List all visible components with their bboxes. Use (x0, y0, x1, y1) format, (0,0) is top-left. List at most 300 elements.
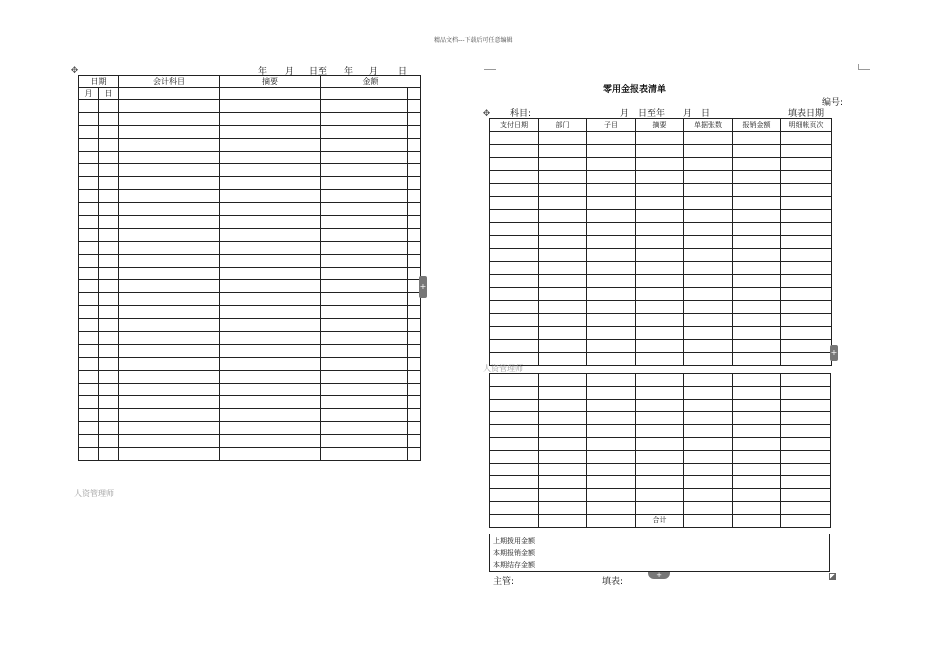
table-cell[interactable] (587, 340, 636, 353)
table-cell[interactable] (220, 241, 321, 254)
table-cell[interactable] (119, 254, 220, 267)
table-cell[interactable] (321, 228, 408, 241)
table-cell[interactable] (539, 210, 587, 223)
table-cell[interactable] (321, 241, 408, 254)
table-cell[interactable] (684, 399, 733, 412)
table-cell[interactable] (539, 132, 587, 145)
table-cell[interactable] (99, 357, 119, 370)
table-cell[interactable] (99, 216, 119, 229)
table-cell[interactable] (408, 125, 421, 138)
table-cell[interactable] (636, 412, 684, 425)
table-cell[interactable] (220, 448, 321, 461)
table-cell[interactable] (636, 476, 684, 489)
table-cell[interactable] (539, 223, 587, 236)
table-cell[interactable] (79, 396, 99, 409)
table-cell[interactable] (408, 112, 421, 125)
table-cell[interactable] (587, 288, 636, 301)
table-cell[interactable] (119, 280, 220, 293)
table-cell[interactable] (684, 145, 733, 158)
table-cell[interactable] (587, 314, 636, 327)
table-cell[interactable] (490, 327, 539, 340)
table-cell[interactable] (733, 399, 781, 412)
table-cell[interactable] (321, 138, 408, 151)
table-cell[interactable] (321, 293, 408, 306)
table-cell[interactable] (490, 158, 539, 171)
table-cell[interactable] (99, 138, 119, 151)
table-cell[interactable] (490, 145, 539, 158)
table-cell[interactable] (684, 437, 733, 450)
table-cell[interactable] (321, 409, 408, 422)
table-cell[interactable] (684, 288, 733, 301)
table-cell[interactable] (684, 249, 733, 262)
table-cell[interactable] (684, 450, 733, 463)
table-cell[interactable] (781, 340, 832, 353)
table-cell[interactable] (321, 267, 408, 280)
table-cell[interactable] (119, 164, 220, 177)
table-cell[interactable] (684, 132, 733, 145)
table-cell[interactable] (408, 100, 421, 113)
table-cell[interactable] (408, 151, 421, 164)
table-cell[interactable] (539, 501, 587, 514)
table-cell[interactable] (119, 370, 220, 383)
table-cell[interactable] (733, 340, 781, 353)
table-cell[interactable] (490, 197, 539, 210)
table-cell[interactable] (119, 293, 220, 306)
table-cell[interactable] (539, 450, 587, 463)
table-cell[interactable] (490, 489, 539, 502)
table-cell[interactable] (408, 203, 421, 216)
table-cell[interactable] (587, 132, 636, 145)
table-cell[interactable] (119, 267, 220, 280)
table-cell[interactable] (539, 463, 587, 476)
table-cell[interactable] (636, 374, 684, 387)
table-cell[interactable] (733, 463, 781, 476)
table-cell[interactable] (99, 332, 119, 345)
table-cell[interactable] (781, 327, 832, 340)
table-cell[interactable] (636, 262, 684, 275)
table-cell[interactable] (408, 138, 421, 151)
table-cell[interactable] (79, 190, 99, 203)
table-cell[interactable] (119, 151, 220, 164)
table-cell[interactable] (321, 112, 408, 125)
table-cell[interactable] (79, 435, 99, 448)
table-cell[interactable] (587, 386, 636, 399)
table-cell[interactable] (781, 236, 832, 249)
table-cell[interactable] (490, 399, 539, 412)
table-cell[interactable] (636, 197, 684, 210)
table-cell[interactable] (539, 489, 587, 502)
table-cell[interactable] (119, 344, 220, 357)
table-cell[interactable] (220, 112, 321, 125)
table-cell[interactable] (490, 463, 539, 476)
table-cell[interactable] (119, 112, 220, 125)
table-cell[interactable] (99, 177, 119, 190)
table-cell[interactable] (733, 210, 781, 223)
table-cell[interactable] (781, 158, 832, 171)
table-cell[interactable] (781, 145, 832, 158)
table-cell[interactable] (321, 280, 408, 293)
table-cell[interactable] (539, 386, 587, 399)
table-cell[interactable] (781, 184, 832, 197)
table-cell[interactable] (587, 463, 636, 476)
table-cell[interactable] (587, 223, 636, 236)
table-cell[interactable] (636, 425, 684, 438)
table-cell[interactable] (733, 501, 781, 514)
table-cell[interactable] (636, 236, 684, 249)
table-cell[interactable] (733, 158, 781, 171)
table-cell[interactable] (636, 489, 684, 502)
table-cell[interactable] (408, 228, 421, 241)
table-cell[interactable] (321, 164, 408, 177)
table-cell[interactable] (684, 425, 733, 438)
table-cell[interactable] (408, 216, 421, 229)
table-cell[interactable] (220, 332, 321, 345)
table-cell[interactable] (781, 463, 831, 476)
table-cell[interactable] (220, 422, 321, 435)
table-cell[interactable] (587, 412, 636, 425)
table-cell[interactable] (490, 514, 539, 527)
table-cell[interactable] (684, 171, 733, 184)
table-cell[interactable] (321, 177, 408, 190)
table-cell[interactable] (220, 88, 321, 100)
table-cell[interactable] (119, 396, 220, 409)
table-cell[interactable] (321, 344, 408, 357)
table-cell[interactable] (684, 275, 733, 288)
table-cell[interactable] (99, 203, 119, 216)
table-cell[interactable] (220, 370, 321, 383)
table-cell[interactable] (781, 437, 831, 450)
table-cell[interactable] (220, 125, 321, 138)
table-cell[interactable] (781, 501, 831, 514)
table-cell[interactable] (733, 374, 781, 387)
table-cell[interactable] (781, 301, 832, 314)
table-cell[interactable] (408, 241, 421, 254)
table-cell[interactable] (636, 463, 684, 476)
table-cell[interactable] (490, 476, 539, 489)
table-cell[interactable] (220, 280, 321, 293)
table-cell[interactable] (539, 476, 587, 489)
table-cell[interactable] (99, 100, 119, 113)
table-cell[interactable] (119, 357, 220, 370)
table-cell[interactable] (587, 184, 636, 197)
table-cell[interactable] (636, 132, 684, 145)
table-cell[interactable] (321, 100, 408, 113)
table-cell[interactable] (99, 112, 119, 125)
table-cell[interactable] (490, 184, 539, 197)
table-cell[interactable] (539, 184, 587, 197)
table-cell[interactable] (636, 501, 684, 514)
table-cell[interactable] (587, 327, 636, 340)
table-cell[interactable] (684, 374, 733, 387)
table-cell[interactable] (490, 340, 539, 353)
table-cell[interactable] (99, 383, 119, 396)
table-cell[interactable] (79, 112, 99, 125)
table-cell[interactable] (79, 125, 99, 138)
table-cell[interactable] (220, 151, 321, 164)
table-cell[interactable] (408, 435, 421, 448)
table-cell[interactable] (321, 190, 408, 203)
add-row-icon[interactable]: + (419, 276, 427, 298)
table-cell[interactable] (321, 254, 408, 267)
table-cell[interactable] (587, 145, 636, 158)
table-cell[interactable] (321, 306, 408, 319)
table-cell[interactable] (119, 228, 220, 241)
table-cell[interactable] (587, 514, 636, 527)
table-cell[interactable] (733, 171, 781, 184)
table-cell[interactable] (408, 448, 421, 461)
table-cell[interactable] (781, 171, 832, 184)
table-cell[interactable] (733, 386, 781, 399)
table-cell[interactable] (781, 374, 831, 387)
table-cell[interactable] (220, 435, 321, 448)
table-cell[interactable] (220, 203, 321, 216)
table-cell[interactable] (99, 293, 119, 306)
table-cell[interactable] (79, 370, 99, 383)
table-cell[interactable] (220, 177, 321, 190)
table-cell[interactable] (684, 514, 733, 527)
table-cell[interactable] (636, 327, 684, 340)
table-cell[interactable] (539, 514, 587, 527)
table-cell[interactable] (490, 386, 539, 399)
table-cell[interactable] (99, 254, 119, 267)
table-cell[interactable] (408, 177, 421, 190)
table-cell[interactable] (587, 236, 636, 249)
table-cell[interactable] (321, 357, 408, 370)
table-cell[interactable] (99, 435, 119, 448)
table-cell[interactable] (79, 177, 99, 190)
table-cell[interactable] (490, 132, 539, 145)
table-cell[interactable] (119, 203, 220, 216)
table-cell[interactable] (99, 409, 119, 422)
table-cell[interactable] (733, 412, 781, 425)
table-cell[interactable] (684, 301, 733, 314)
table-cell[interactable] (539, 249, 587, 262)
table-cell[interactable] (321, 448, 408, 461)
table-cell[interactable] (733, 262, 781, 275)
table-cell[interactable] (539, 399, 587, 412)
table-cell[interactable] (79, 357, 99, 370)
table-cell[interactable] (408, 422, 421, 435)
table-cell[interactable] (781, 210, 832, 223)
table-cell[interactable] (587, 353, 636, 366)
table-cell[interactable] (539, 327, 587, 340)
table-cell[interactable] (119, 319, 220, 332)
table-cell[interactable] (539, 301, 587, 314)
table-cell[interactable] (119, 435, 220, 448)
table-cell[interactable] (99, 280, 119, 293)
table-cell[interactable] (99, 125, 119, 138)
table-cell[interactable] (79, 138, 99, 151)
table-cell[interactable] (636, 223, 684, 236)
table-cell[interactable] (220, 254, 321, 267)
table-cell[interactable] (119, 409, 220, 422)
table-cell[interactable] (220, 293, 321, 306)
table-cell[interactable] (79, 254, 99, 267)
table-cell[interactable] (119, 125, 220, 138)
table-cell[interactable] (220, 357, 321, 370)
table-cell[interactable] (321, 422, 408, 435)
table-cell[interactable] (79, 216, 99, 229)
table-cell[interactable] (636, 301, 684, 314)
table-cell[interactable] (119, 383, 220, 396)
table-cell[interactable] (490, 314, 539, 327)
table-cell[interactable] (79, 409, 99, 422)
table-cell[interactable] (99, 228, 119, 241)
table-cell[interactable] (79, 203, 99, 216)
table-cell[interactable] (490, 249, 539, 262)
table-cell[interactable] (733, 288, 781, 301)
table-cell[interactable] (539, 288, 587, 301)
table-cell[interactable] (636, 184, 684, 197)
table-cell[interactable] (321, 319, 408, 332)
table-cell[interactable] (220, 228, 321, 241)
table-cell[interactable] (636, 288, 684, 301)
table-cell[interactable] (781, 132, 832, 145)
table-cell[interactable] (539, 353, 587, 366)
table-cell[interactable] (321, 151, 408, 164)
table-cell[interactable] (684, 236, 733, 249)
table-cell[interactable] (79, 332, 99, 345)
table-cell[interactable] (733, 450, 781, 463)
table-cell[interactable] (79, 164, 99, 177)
table-cell[interactable] (539, 314, 587, 327)
table-cell[interactable] (321, 203, 408, 216)
table-cell[interactable] (636, 275, 684, 288)
table-cell[interactable] (79, 100, 99, 113)
table-cell[interactable] (99, 267, 119, 280)
table-cell[interactable] (636, 249, 684, 262)
table-cell[interactable] (220, 138, 321, 151)
table-cell[interactable] (781, 386, 831, 399)
table-cell[interactable] (220, 267, 321, 280)
table-cell[interactable] (99, 241, 119, 254)
table-cell[interactable] (587, 197, 636, 210)
table-cell[interactable] (684, 184, 733, 197)
table-cell[interactable] (636, 386, 684, 399)
table-cell[interactable] (119, 88, 220, 100)
table-cell[interactable] (733, 223, 781, 236)
table-cell[interactable] (408, 370, 421, 383)
table-cell[interactable] (99, 370, 119, 383)
table-cell[interactable] (220, 383, 321, 396)
table-cell[interactable] (733, 236, 781, 249)
table-cell[interactable] (321, 216, 408, 229)
table-cell[interactable] (587, 210, 636, 223)
table-cell[interactable] (733, 132, 781, 145)
table-cell[interactable] (684, 197, 733, 210)
table-cell[interactable] (684, 314, 733, 327)
table-cell[interactable] (220, 190, 321, 203)
table-cell[interactable] (321, 88, 408, 100)
table-cell[interactable] (781, 197, 832, 210)
table-cell[interactable] (490, 288, 539, 301)
table-cell[interactable] (781, 425, 831, 438)
table-cell[interactable] (684, 386, 733, 399)
table-cell[interactable] (408, 190, 421, 203)
table-cell[interactable] (220, 306, 321, 319)
table-cell[interactable] (99, 151, 119, 164)
table-cell[interactable] (220, 216, 321, 229)
table-cell[interactable] (781, 476, 831, 489)
table-cell[interactable] (733, 197, 781, 210)
table-cell[interactable] (539, 340, 587, 353)
table-cell[interactable] (490, 301, 539, 314)
table-cell[interactable] (636, 353, 684, 366)
table-cell[interactable] (490, 501, 539, 514)
table-cell[interactable] (781, 450, 831, 463)
table-cell[interactable] (321, 435, 408, 448)
table-cell[interactable] (733, 275, 781, 288)
table-cell[interactable] (490, 412, 539, 425)
table-cell[interactable] (587, 437, 636, 450)
table-cell[interactable] (79, 383, 99, 396)
table-cell[interactable] (99, 396, 119, 409)
table-cell[interactable] (119, 448, 220, 461)
table-cell[interactable] (539, 437, 587, 450)
table-cell[interactable] (733, 314, 781, 327)
table-cell[interactable] (587, 262, 636, 275)
table-cell[interactable] (636, 145, 684, 158)
table-cell[interactable] (684, 476, 733, 489)
table-cell[interactable] (636, 399, 684, 412)
table-cell[interactable] (636, 314, 684, 327)
table-cell[interactable] (781, 514, 831, 527)
table-cell[interactable] (781, 412, 831, 425)
table-cell[interactable] (220, 164, 321, 177)
table-cell[interactable] (781, 262, 832, 275)
table-cell[interactable] (781, 489, 831, 502)
table-cell[interactable] (587, 249, 636, 262)
table-cell[interactable] (684, 262, 733, 275)
table-cell[interactable] (408, 319, 421, 332)
table-cell[interactable] (79, 344, 99, 357)
table-cell[interactable] (684, 463, 733, 476)
table-cell[interactable] (636, 340, 684, 353)
table-cell[interactable] (119, 306, 220, 319)
table-move-anchor-icon[interactable]: ✥ (482, 109, 491, 119)
table-cell[interactable] (220, 409, 321, 422)
table-cell[interactable] (636, 171, 684, 184)
table-cell[interactable] (587, 501, 636, 514)
resize-handle-icon[interactable] (829, 573, 836, 580)
table-cell[interactable] (408, 332, 421, 345)
table-cell[interactable] (99, 422, 119, 435)
table-cell[interactable] (119, 216, 220, 229)
table-cell[interactable] (539, 275, 587, 288)
table-cell[interactable] (684, 210, 733, 223)
table-cell[interactable] (408, 383, 421, 396)
table-cell[interactable] (636, 210, 684, 223)
table-cell[interactable] (99, 164, 119, 177)
table-cell[interactable] (587, 450, 636, 463)
table-cell[interactable] (79, 280, 99, 293)
table-cell[interactable] (490, 425, 539, 438)
table-cell[interactable] (587, 476, 636, 489)
table-cell[interactable] (587, 171, 636, 184)
table-cell[interactable] (587, 374, 636, 387)
table-cell[interactable] (684, 158, 733, 171)
table-cell[interactable] (79, 319, 99, 332)
table-cell[interactable] (733, 327, 781, 340)
table-cell[interactable] (408, 344, 421, 357)
table-cell[interactable] (587, 399, 636, 412)
table-cell[interactable] (119, 241, 220, 254)
table-cell[interactable] (684, 223, 733, 236)
table-cell[interactable] (781, 399, 831, 412)
table-cell[interactable] (321, 332, 408, 345)
table-cell[interactable] (539, 425, 587, 438)
table-cell[interactable] (684, 489, 733, 502)
